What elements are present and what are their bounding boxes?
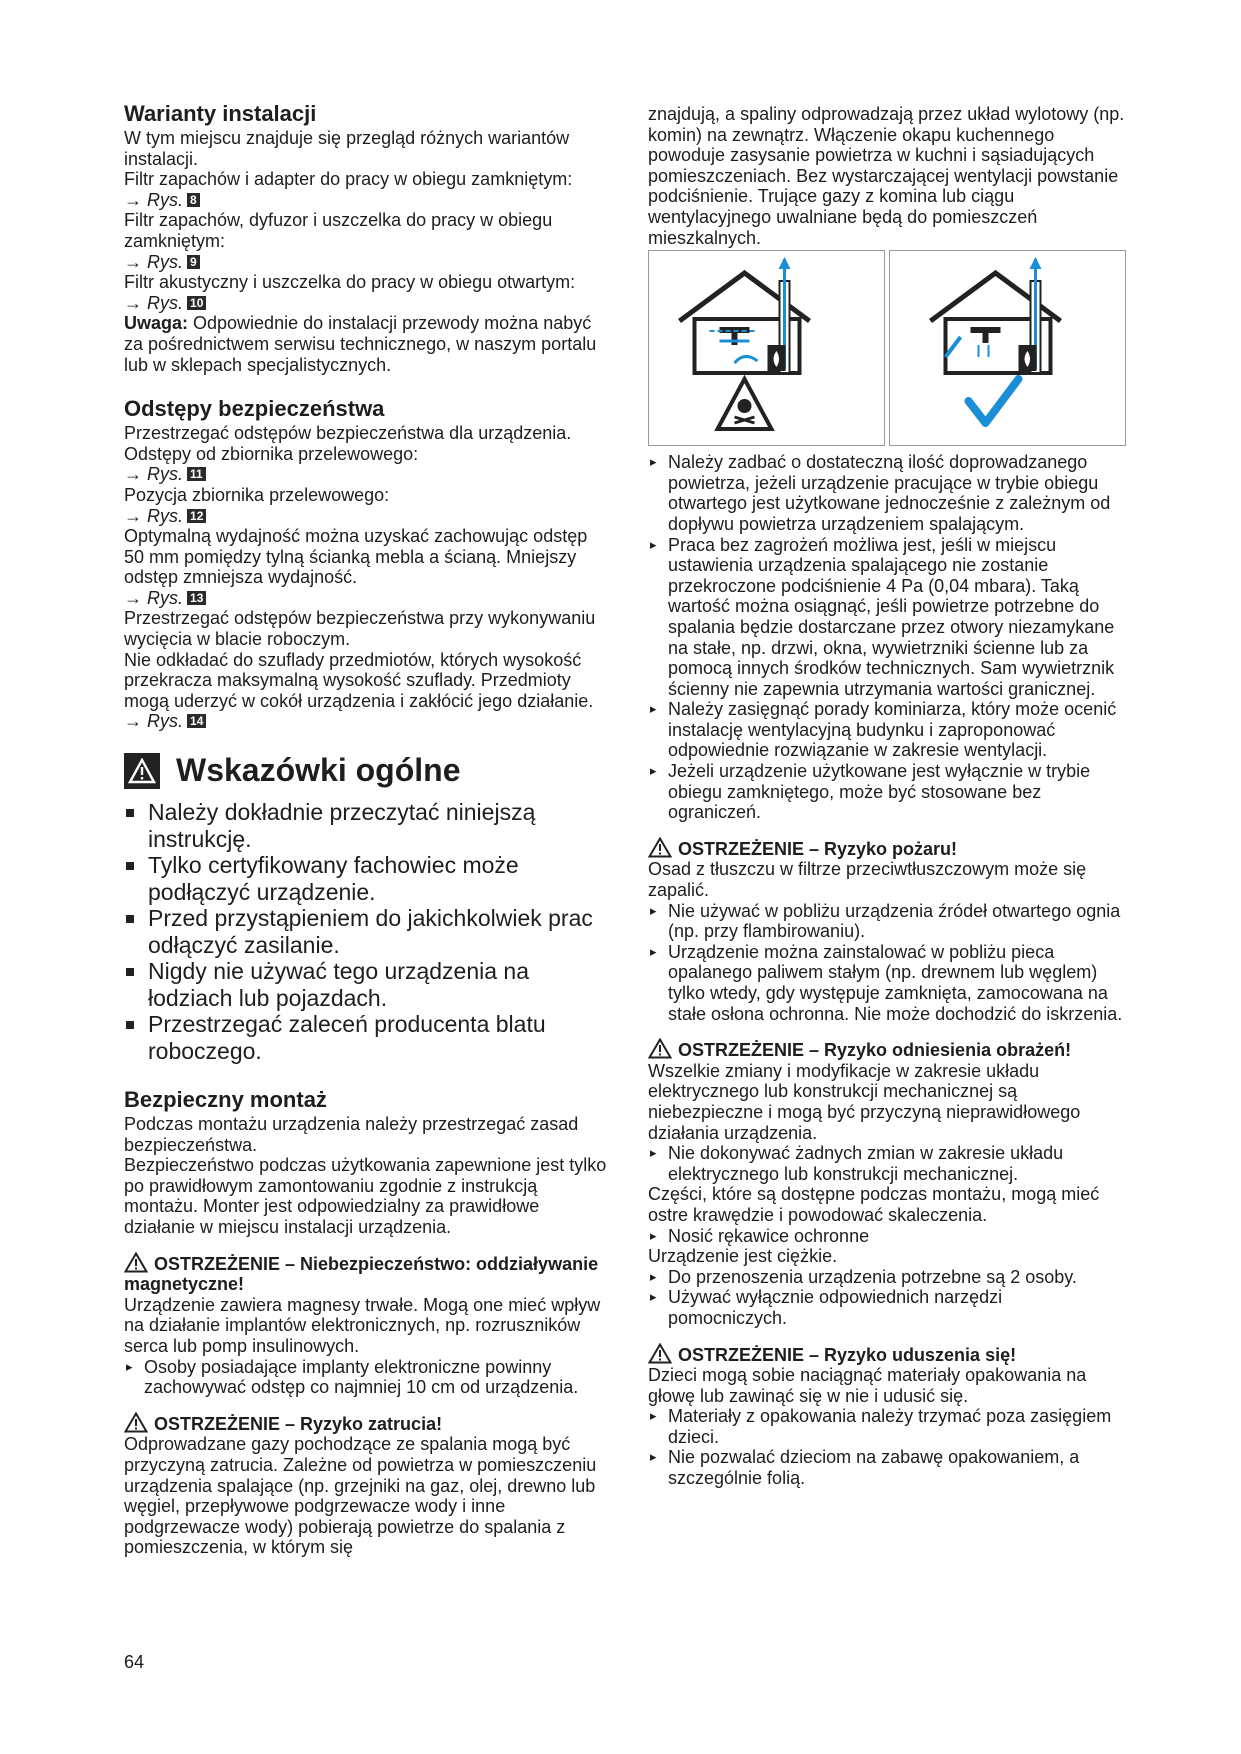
- section-title-odstepy: Odstępy bezpieczeństwa: [124, 396, 385, 422]
- warning-icon: [124, 1412, 148, 1433]
- paragraph: Urządzenie zawiera magnesy trwałe. Mogą one mieć wpływ na działanie implantów elektronicznych, np. rozruszników serca lub pomp insulinowych.: [124, 1294, 601, 1356]
- warning-title: OSTRZEŻENIE – Ryzyko zatrucia!: [124, 1412, 612, 1435]
- paragraph: Dzieci mogą sobie naciągnąć materiały opakowania na głowę lub zawinąć się w nie i udusić się.: [648, 1365, 1087, 1406]
- list-item: ▸ Urządzenie można zainstalować w pobliżu pieca opalanego paliwem stałym (np. drewnem lub węglem) tylko wtedy, gdy występuje zamknięta, zamocowana na stałe osłona ochronna. Nie może dochodzić do iskrzenia.: [648, 942, 1126, 1024]
- list-item: ▸ Nosić rękawice ochronne: [648, 1226, 1126, 1247]
- list-item: ▸ Osoby posiadające implanty elektroniczne powinny zachowywać odstęp co najmniej 10 cm od urządzenia.: [124, 1357, 612, 1398]
- list-item: ▸ Używać wyłącznie odpowiednich narzędzi pomocniczych.: [648, 1287, 1126, 1328]
- figure-reference: → Rys. 14: [124, 711, 612, 732]
- paragraph: Podczas montażu urządzenia należy przestrzegać zasad bezpieczeństwa.: [124, 1114, 579, 1155]
- paragraph: Filtr zapachów i adapter do pracy w obiegu zamkniętym:: [124, 169, 573, 190]
- ventilation-figure: [648, 250, 1126, 446]
- list-item: Przed przystąpieniem do jakichkolwiek prac odłączyć zasilanie.: [124, 905, 612, 958]
- paragraph: Odstępy od zbiornika przelewowego:: [124, 443, 419, 464]
- general-instructions-heading: [124, 752, 612, 789]
- injury-items-list: [648, 1226, 1126, 1247]
- paragraph: Filtr akustyczny i uszczelka do pracy w obiegu otwartym:: [124, 272, 576, 293]
- list-item: ▸ Nie używać w pobliżu urządzenia źródeł otwartego ognia (np. przy flambirowaniu).: [648, 901, 1126, 942]
- warning-title: OSTRZEŻENIE – Ryzyko uduszenia się!: [648, 1343, 1126, 1366]
- list-item: Tylko certyfikowany fachowiec może podłączyć urządzenie.: [124, 852, 612, 905]
- injury-items-list: [648, 1267, 1126, 1329]
- figure-reference: → Rys. 12: [124, 506, 612, 527]
- warning-title: OSTRZEŻENIE – Niebezpieczeństwo: oddziaływanie magnetyczne!: [124, 1253, 599, 1295]
- figure-number-badge: 9: [187, 255, 200, 269]
- figure-number-badge: 8: [187, 193, 200, 207]
- figure-number-badge: 12: [187, 509, 206, 523]
- section-title-warianty: Warianty instalacji: [124, 101, 317, 126]
- warning-icon: [648, 837, 672, 858]
- figure-panel-danger: [648, 250, 885, 446]
- note-label: Uwaga:: [124, 313, 189, 334]
- figure-reference: → Rys. 10: [124, 293, 612, 314]
- warning-title: OSTRZEŻENIE – Ryzyko odniesienia obrażeń!: [648, 1038, 1126, 1061]
- paragraph: znajdują, a spaliny odprowadzają przez układ wylotowy (np. komin) na zewnątrz. Włączenie okapu kuchennego powoduje zasysanie powietrza w kuchni i sąsiadujących pomieszczeniach. Bez wystarczającej wentylacji powstanie podciśnienie. Trujące gazy z komina lub ciągu wentylacyjnego uwalniane będą do pomieszczeń mieszkalnych.: [648, 104, 1125, 248]
- figure-reference: → Rys. 11: [124, 464, 612, 485]
- list-item: Należy dokładnie przeczytać niniejszą instrukcję.: [124, 799, 612, 852]
- paragraph: Przestrzegać odstępów bezpieczeństwa dla urządzenia.: [124, 423, 572, 444]
- right-column: [648, 104, 1126, 1489]
- figure-number-badge: 10: [187, 296, 206, 310]
- list-item: ▸ Praca bez zagrożeń możliwa jest, jeśli w miejscu ustawienia urządzenia spalającego nie zostanie przekroczone podciśnienie 4 Pa (0,04 mbara). Taką wartość można osiągnąć, jeśli powietrze potrzebne do spalania będzie dostarczane przez otwory niezamykane na stałe, np. drzwi, okna, wywietrzniki ścienne lub za pomocą innych środków technicznych. Sam wywietrznik ścienny nie zapewnia utrzymania wartości granicznej.: [648, 535, 1126, 700]
- page-number: 64: [124, 1652, 145, 1672]
- note-paragraph: Uwaga: Odpowiednie do instalacji przewody można nabyć za pośrednictwem serwisu technicznego, w naszym portalu lub w sklepach specjalistycznych.: [124, 313, 597, 375]
- list-item: ▸ Nie pozwalać dzieciom na zabawę opakowaniem, a szczególnie folią.: [648, 1447, 1126, 1488]
- figure-reference: → Rys. 8: [124, 190, 612, 211]
- list-item: ▸ Do przenoszenia urządzenia potrzebne są 2 osoby.: [648, 1267, 1126, 1288]
- paragraph: Pozycja zbiornika przelewowego:: [124, 484, 390, 505]
- house-danger-illustration: [649, 251, 884, 445]
- paragraph: Bezpieczeństwo podczas użytkowania zapewnione jest tylko po prawidłowym zamontowaniu zgodnie z instrukcją montażu. Monter jest odpowiedzialny za prawidłowe działanie w miejscu instalacji urządzenia.: [124, 1155, 607, 1237]
- general-instructions-list: [124, 799, 612, 1064]
- figure-reference: → Rys. 13: [124, 588, 612, 609]
- suffocation-items-list: [648, 1406, 1126, 1488]
- list-item: ▸ Nie dokonywać żadnych zmian w zakresie układu elektrycznego lub konstrukcji mechanicznej.: [648, 1143, 1126, 1184]
- figure-number-badge: 11: [187, 467, 206, 481]
- warning-icon: [124, 753, 160, 789]
- paragraph: Urządzenie jest ciężkie.: [648, 1246, 838, 1267]
- left-column: [124, 102, 612, 1558]
- paragraph: Nie odkładać do szuflady przedmiotów, których wysokość przekracza maksymalną wysokość szuflady. Przedmioty mogą uderzyć w cokół urządzenia i zakłócić jego działanie.: [124, 649, 594, 711]
- paragraph: Wszelkie zmiany i modyfikacje w zakresie układu elektrycznego lub konstrukcji mechanicznej są niebezpieczne i mogą być przyczyną nieprawidłowego działania urządzenia.: [648, 1060, 1081, 1143]
- warning-icon: [648, 1343, 672, 1364]
- house-ok-illustration: [890, 251, 1125, 445]
- paragraph: Części, które są dostępne podczas montażu, mogą mieć ostre krawędzie i powodować skaleczenia.: [648, 1184, 1100, 1225]
- section-title-montaz: Bezpieczny montaż: [124, 1087, 327, 1113]
- list-item: ▸ Należy zadbać o dostateczną ilość doprowadzanego powietrza, jeżeli urządzenie pracujące w trybie obiegu otwartego jest użytkowane jednocześnie z zależnym od dopływu powietrza urządzeniem spalającym.: [648, 452, 1126, 534]
- paragraph: Osad z tłuszczu w filtrze przeciwtłuszczowym może się zapalić.: [648, 859, 1087, 901]
- figure-panel-ok: [889, 250, 1126, 446]
- fire-items-list: [648, 901, 1126, 1025]
- paragraph: Optymalną wydajność można uzyskać zachowując odstęp 50 mm pomiędzy tylną ścianką mebla a ścianą. Mniejszy odstęp zmniejsza wydajność.: [124, 526, 588, 588]
- list-item: ▸ Należy zasięgnąć porady kominiarza, który może ocenić instalację wentylacyjną budynku i zaproponować odpowiednie rozwiązanie w zakresie wentylacji.: [648, 699, 1126, 761]
- figure-number-badge: 13: [187, 591, 206, 605]
- list-item: ▸ Jeżeli urządzenie użytkowane jest wyłącznie w trybie obiegu zamkniętego, może być stosowane bez ograniczeń.: [648, 761, 1126, 823]
- list-item: Nigdy nie używać tego urządzenia na łodziach lub pojazdach.: [124, 958, 612, 1011]
- paragraph: Filtr zapachów, dyfuzor i uszczelka do pracy w obiegu zamkniętym:: [124, 210, 553, 251]
- paragraph: Odprowadzane gazy pochodzące ze spalania mogą być przyczyną zatrucia. Zależne od powietrza w pomieszczeniu urządzenia spalające (np. grzejniki na gaz, olej, drewno lub węgiel, przepływowe podgrzewacze wody i inne podgrzewacze wody) pobierają powietrze do spalania z pomieszczenia, w którym się: [124, 1434, 597, 1558]
- warning-items-list: [124, 1357, 612, 1398]
- injury-items-list: [648, 1143, 1126, 1184]
- ventilation-items-list: [648, 452, 1126, 823]
- warning-icon: [124, 1252, 148, 1273]
- paragraph: Przestrzegać odstępów bezpieczeństwa przy wykonywaniu wycięcia w blacie roboczym.: [124, 608, 596, 650]
- warning-icon: [648, 1038, 672, 1059]
- figure-number-badge: 14: [187, 714, 206, 728]
- warning-title: OSTRZEŻENIE – Ryzyko pożaru!: [648, 837, 1126, 860]
- list-item: ▸ Materiały z opakowania należy trzymać poza zasięgiem dzieci.: [648, 1406, 1126, 1447]
- paragraph: W tym miejscu znajduje się przegląd różnych wariantów instalacji.: [124, 128, 570, 169]
- list-item: Przestrzegać zaleceń producenta blatu roboczego.: [124, 1011, 612, 1064]
- figure-reference: → Rys. 9: [124, 252, 612, 273]
- section-title-wskazowki: Wskazówki ogólne: [176, 752, 461, 789]
